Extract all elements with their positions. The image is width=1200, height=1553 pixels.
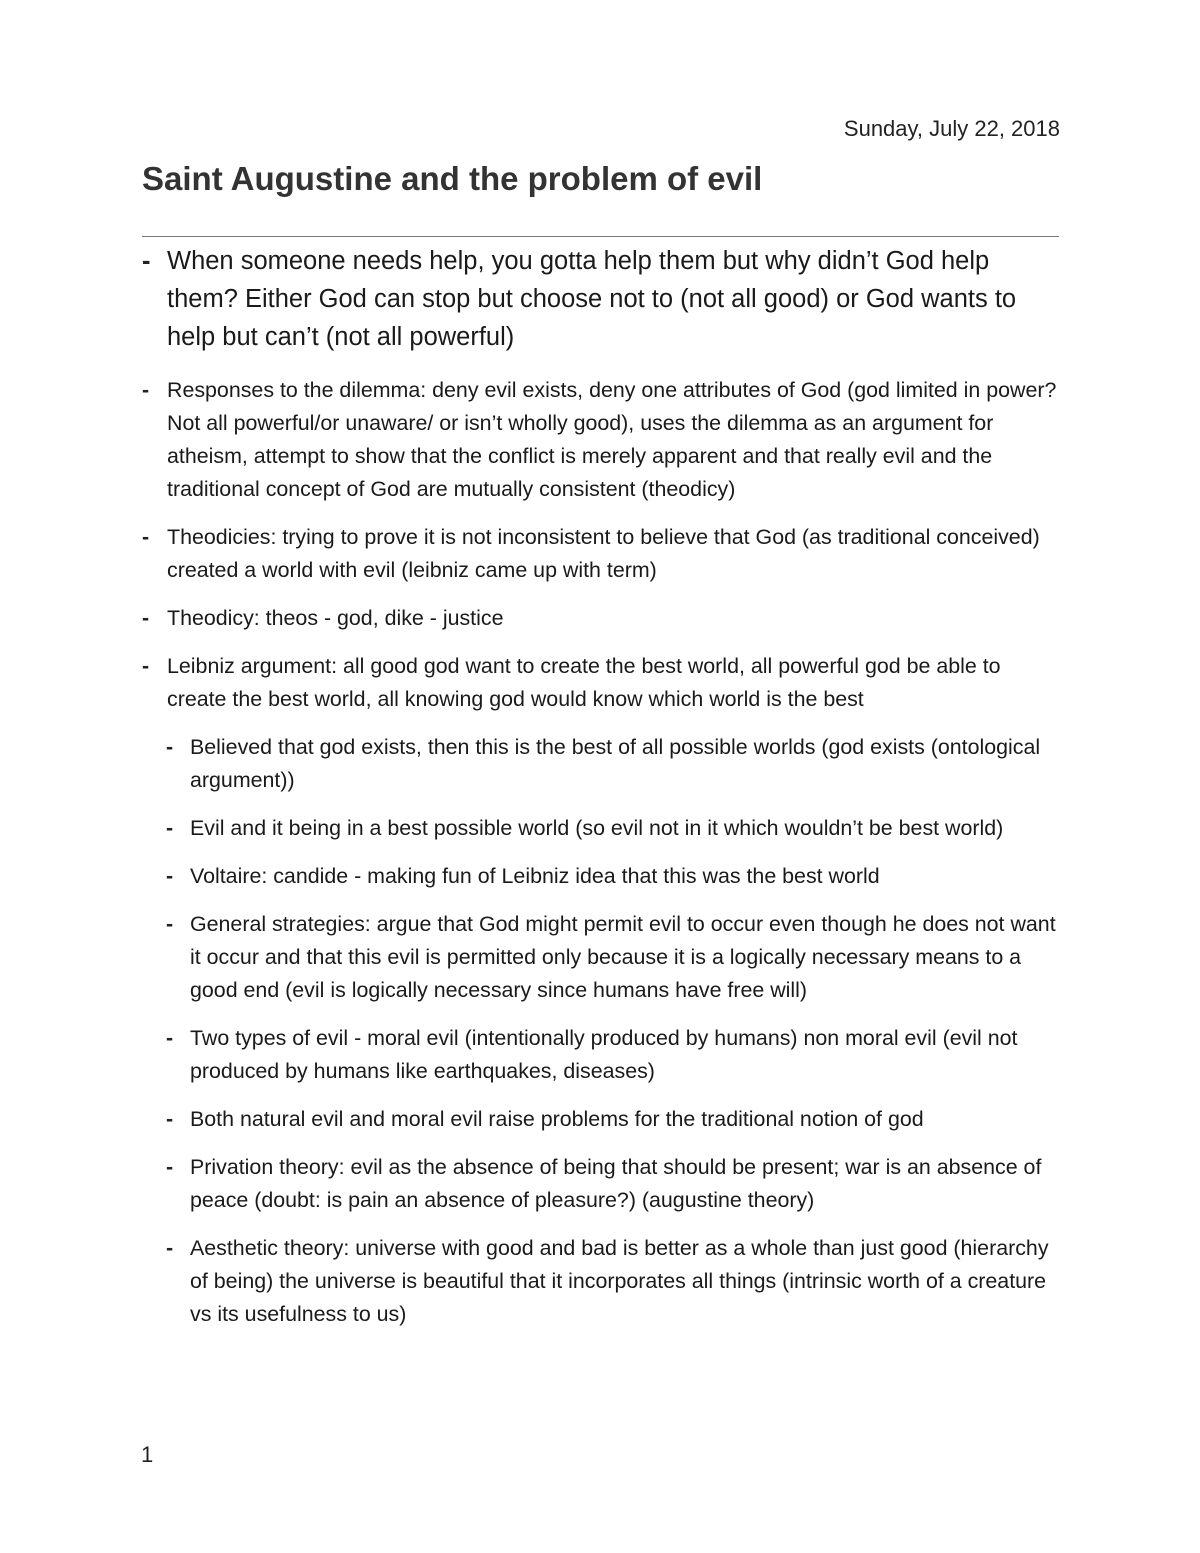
document-title: Saint Augustine and the problem of evil — [142, 160, 763, 197]
sub-bullet-item — [166, 1103, 1062, 1136]
bullet-text: Leibniz argument: all good god want to create the best world, all powerful god be able to create the best world, all knowing god would know which world is the best — [167, 654, 1001, 711]
dash-bullet-icon: - — [166, 864, 174, 888]
notes-body — [142, 242, 1062, 1346]
dash-bullet-icon: - — [166, 912, 174, 936]
dash-bullet-icon: - — [166, 1026, 174, 1050]
sub-bullet-text: Both natural evil and moral evil raise problems for the traditional notion of god — [190, 1107, 924, 1131]
title-divider — [142, 236, 1059, 237]
sub-bullet-text: Believed that god exists, then this is the best of all possible worlds (god exists (ontological argument)) — [190, 735, 1041, 792]
bullet-item — [142, 374, 1062, 506]
sub-bullet-item — [166, 812, 1062, 845]
bullet-item — [142, 521, 1062, 587]
sub-bullet-item — [166, 1232, 1062, 1331]
sub-bullet-item — [166, 1022, 1062, 1088]
dash-bullet-icon: - — [142, 654, 150, 678]
bullet-item — [142, 602, 1062, 635]
dash-bullet-icon: - — [142, 606, 150, 630]
dash-bullet-icon: - — [142, 247, 151, 275]
sub-bullet-text: General strategies: argue that God might permit evil to occur even though he does not want it occur and that this evil is permitted only because it is a logically necessary means to a good end (evil is logically necessary since humans have free will) — [190, 912, 1056, 1002]
dash-bullet-icon: - — [142, 525, 150, 549]
dash-bullet-icon: - — [166, 1107, 174, 1131]
bullet-text: Theodicy: theos - god, dike - justice — [167, 606, 504, 630]
bullet-text: When someone needs help, you gotta help them but why didn’t God help them? Either God can stop but choose not to (not all good) or God wants to help but can’t (not all powerful) — [167, 247, 1017, 351]
dash-bullet-icon: - — [166, 1155, 174, 1179]
sub-bullet-item — [166, 860, 1062, 893]
dash-bullet-icon: - — [166, 816, 174, 840]
dash-bullet-icon: - — [166, 735, 174, 759]
page-number: 1 — [141, 1442, 154, 1467]
sub-bullet-text: Aesthetic theory: universe with good and bad is better as a whole than just good (hierarchy of being) the universe is beautiful that it incorporates all things (intrinsic worth of a creature vs its usefulness to us) — [190, 1236, 1049, 1326]
sub-bullet-item — [166, 1151, 1062, 1217]
dash-bullet-icon: - — [166, 1236, 174, 1260]
sub-bullet-text: Two types of evil - moral evil (intentionally produced by humans) non moral evil (evil not produced by humans like earthquakes, diseases) — [190, 1026, 1018, 1083]
sub-bullet-text: Privation theory: evil as the absence of being that should be present; war is an absence of peace (doubt: is pain an absence of pleasure?) (augustine theory) — [190, 1155, 1042, 1212]
document-date: Sunday, July 22, 2018 — [843, 116, 1060, 141]
bullet-item — [142, 242, 1062, 356]
sub-bullet-text: Evil and it being in a best possible world (so evil not in it which wouldn’t be best world) — [190, 816, 1004, 840]
dash-bullet-icon: - — [142, 378, 150, 402]
bullet-item — [142, 650, 1062, 716]
bullet-text: Responses to the dilemma: deny evil exists, deny one attributes of God (god limited in power? Not all powerful/or unaware/ or isn’t wholly good), uses the dilemma as an argument for atheism, attempt to show that the conflict is merely apparent and that really evil and the traditional concept of God are mutually consistent (theodicy) — [167, 378, 1057, 501]
bullet-list — [142, 242, 1062, 1331]
sub-bullet-text: Voltaire: candide - making fun of Leibniz idea that this was the best world — [190, 864, 880, 888]
sub-bullet-item — [166, 731, 1062, 797]
sub-bullet-item — [166, 908, 1062, 1007]
bullet-text: Theodicies: trying to prove it is not inconsistent to believe that God (as traditional conceived) created a world with evil (leibniz came up with term) — [167, 525, 1040, 582]
